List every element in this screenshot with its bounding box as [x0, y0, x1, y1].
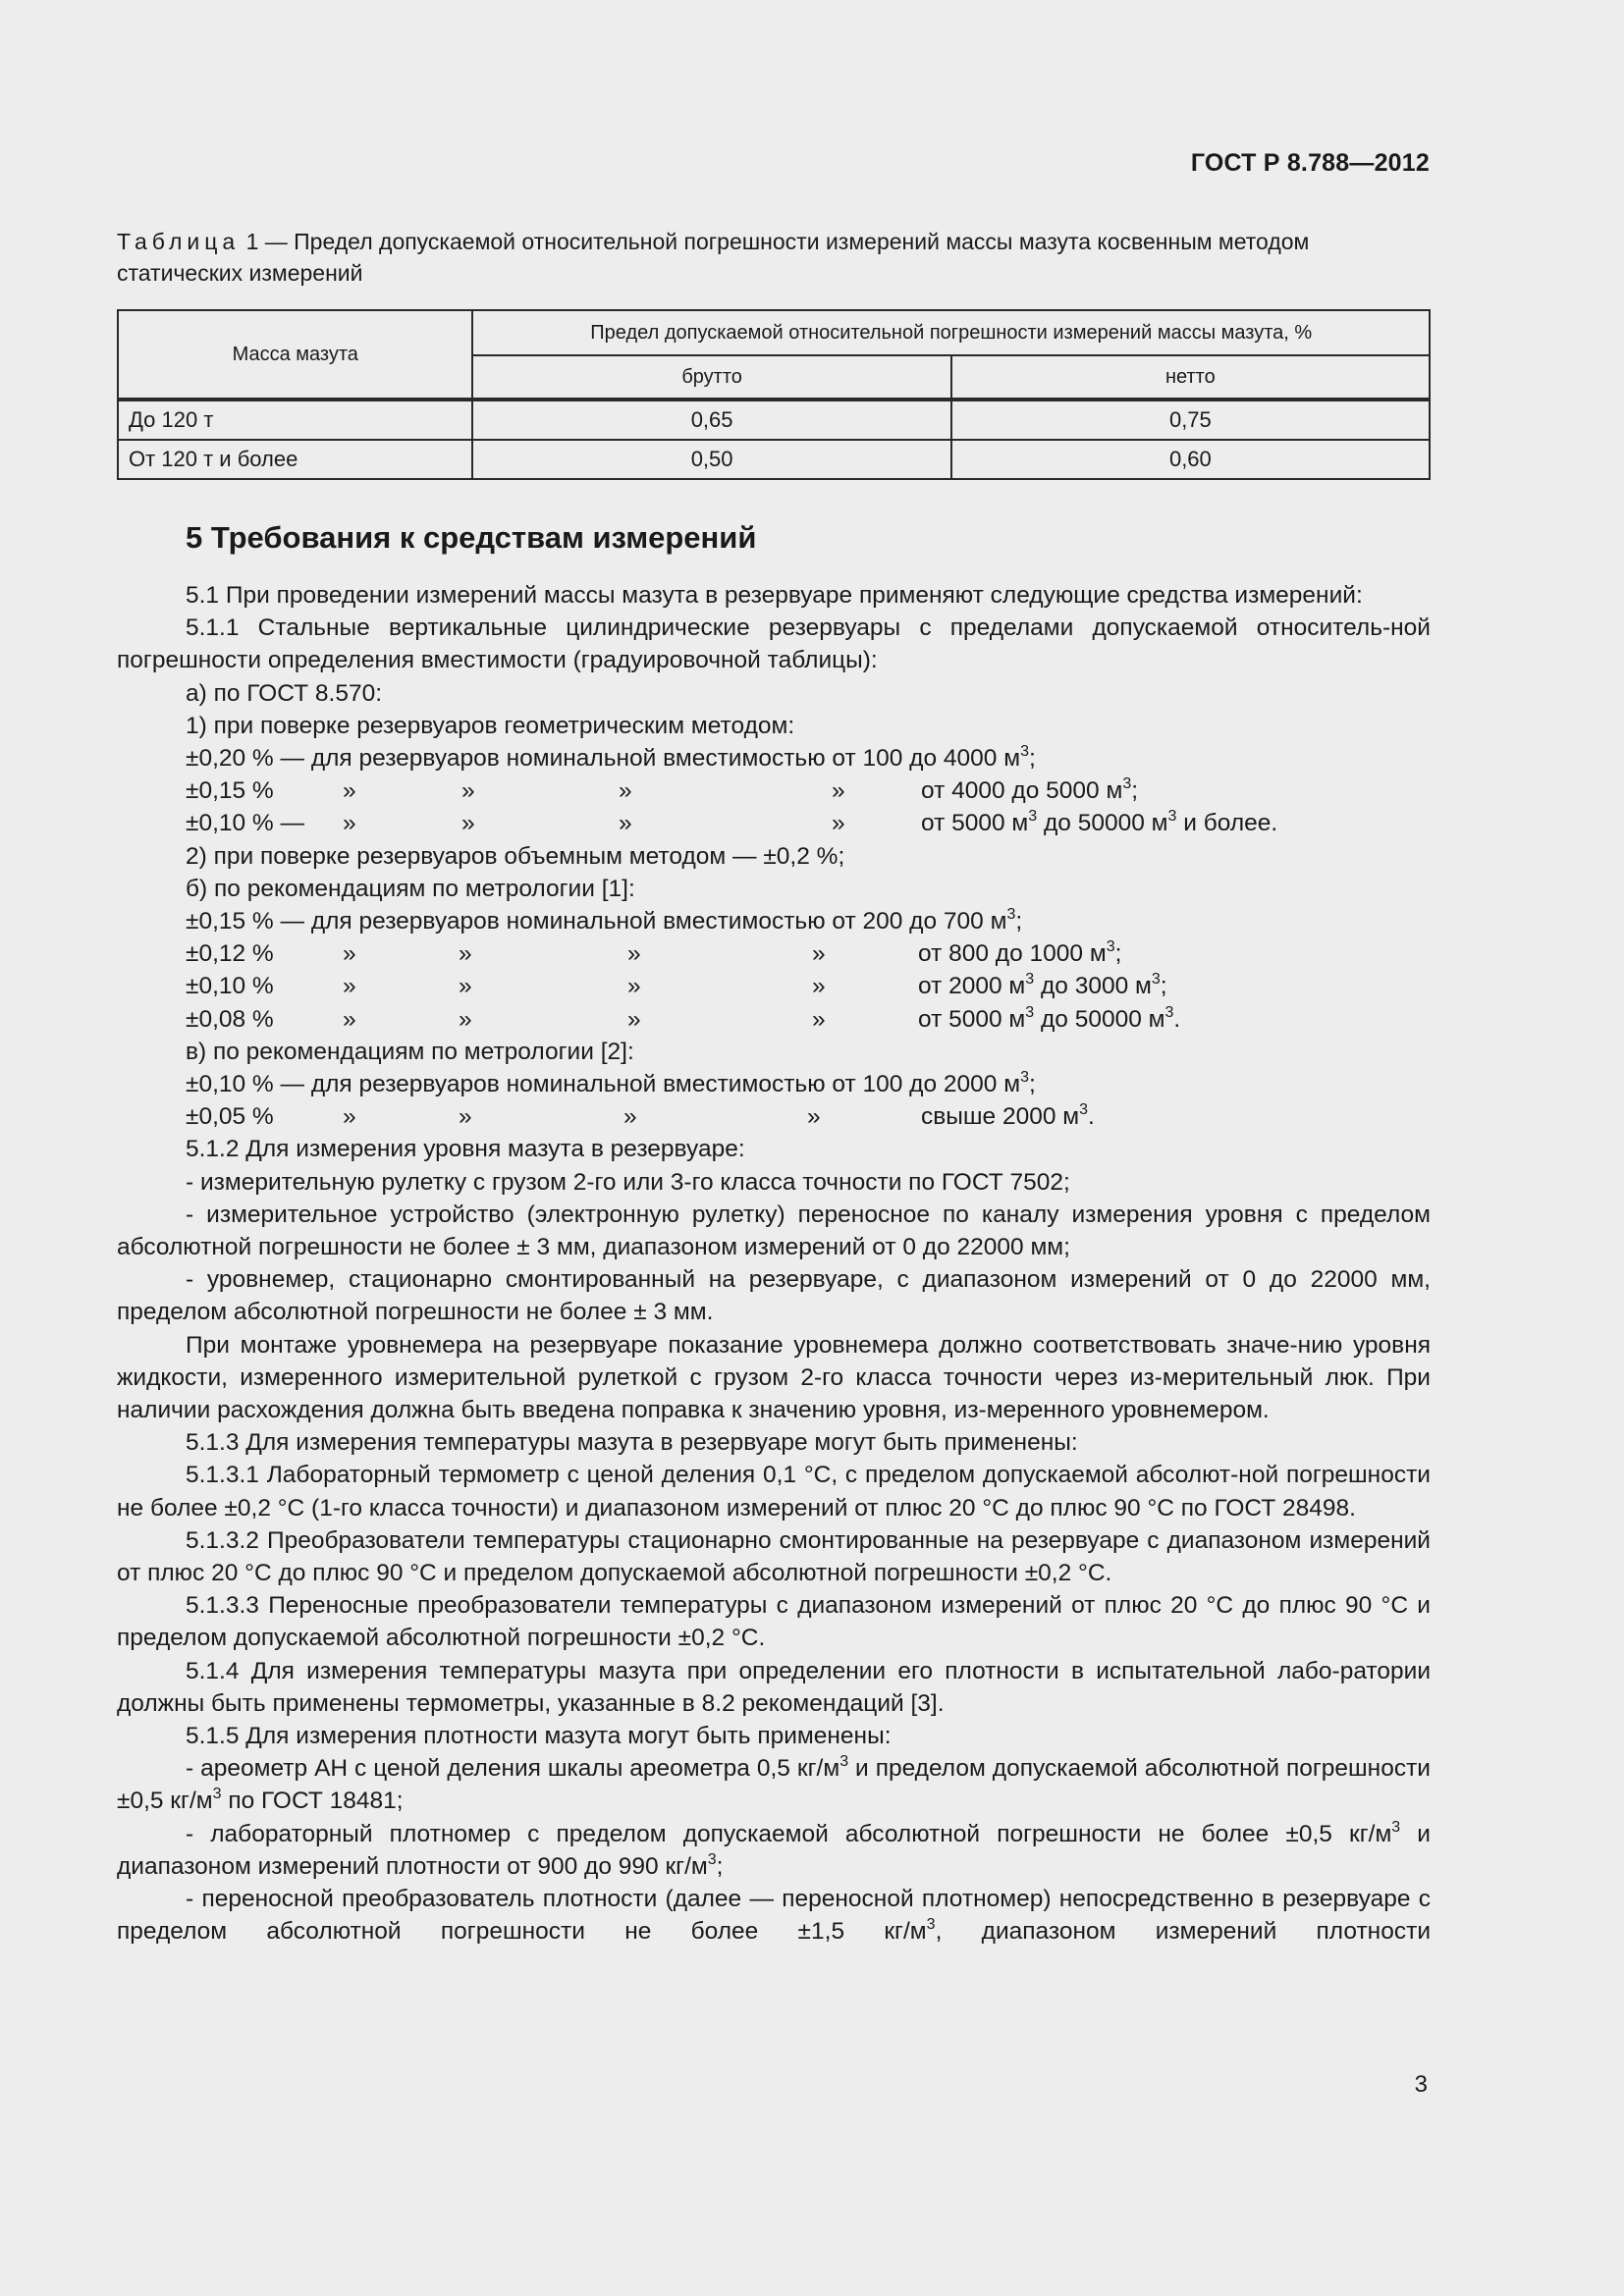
paragraph-5-1-3-3: 5.1.3.3 Переносные преобразователи температуры с диапазоном измерений от плюс 20 °С до плюс 90 °С и пределом допускаемой абсолютной погрешности ±0,2 °С. — [117, 1592, 1431, 1652]
list-item-a: а) по ГОСТ 8.570: — [186, 679, 383, 707]
punctuation: ; — [1028, 1070, 1036, 1097]
tolerance-percent: ±0,05 % — [186, 1103, 274, 1131]
tolerance-range-text: от 800 до 1000 м — [918, 940, 1107, 968]
ditto-mark: » — [623, 1103, 637, 1131]
list-item-b: б) по рекомендациям по метрологии [1]: — [186, 875, 635, 902]
section-title: 5 Требования к средствам измерений — [186, 520, 757, 555]
ditto-mark: » — [627, 973, 641, 1000]
tolerance-line — [117, 1100, 1431, 1133]
ditto-mark: » — [812, 1005, 826, 1033]
document-code: ГОСТ Р 8.788—2012 — [1190, 149, 1430, 177]
tolerance-range — [921, 1100, 1095, 1133]
tolerance-range — [921, 774, 1138, 807]
table-row — [118, 440, 1430, 479]
ditto-mark: » — [627, 1005, 641, 1033]
ditto-mark: » — [459, 1103, 472, 1131]
list-item-portable-densitometer — [117, 1883, 1431, 1948]
superscript: 3 — [1122, 775, 1132, 793]
tolerance-range — [918, 970, 1167, 1002]
tolerance-percent: ±0,10 % — — [186, 810, 305, 837]
tolerance-line — [117, 905, 1431, 937]
ditto-mark: » — [812, 940, 826, 968]
tolerance-percent: ±0,15 % — [186, 777, 274, 805]
ditto-mark: » — [343, 1005, 356, 1033]
superscript: 3 — [1028, 808, 1038, 826]
paragraph-5-1-4: 5.1.4 Для измерения температуры мазута при определении его плотности в испытательной лабо-ратории должны быть применены термометры, указанные в 8.2 рекомендаций [3]. — [117, 1657, 1431, 1717]
superscript: 3 — [1151, 971, 1161, 988]
table-header-mass: Масса мазута — [118, 310, 472, 400]
table-cell-gross: 0,65 — [472, 400, 950, 440]
punctuation: ; — [1015, 908, 1023, 934]
list-item-text: и диапазоном измерений плотности от 900 до 990 кг/м — [117, 1820, 1431, 1880]
tolerance-line — [117, 774, 1431, 807]
section-body — [117, 579, 1431, 1948]
tolerance-range-text: до 50000 м — [1034, 1005, 1165, 1033]
tolerance-line — [117, 937, 1431, 970]
ditto-mark: » — [343, 777, 356, 805]
punctuation: . — [1173, 1005, 1181, 1033]
tolerance-line — [117, 970, 1431, 1002]
ditto-mark: » — [619, 810, 632, 837]
list-item-a1: 1) при поверке резервуаров геометрическим методом: — [186, 712, 795, 739]
punctuation: . — [1088, 1103, 1095, 1131]
punctuation: ; — [1131, 777, 1139, 805]
tolerance-range-text: до 50000 м — [1037, 810, 1168, 837]
ditto-mark: » — [461, 810, 475, 837]
tolerance-line — [117, 1068, 1431, 1100]
tolerance-range-text: и более. — [1176, 810, 1278, 837]
table-cell-mass: До 120 т — [118, 400, 472, 440]
tolerance-line — [117, 807, 1431, 839]
paragraph-5-1-3-2: 5.1.3.2 Преобразователи температуры стационарно смонтированные на резервуаре с диапазоном измерений от плюс 20 °С до плюс 90 °С и пределом допускаемой абсолютной погрешности ±0,2 °С. — [117, 1526, 1431, 1586]
ditto-mark: » — [459, 940, 472, 968]
list-item-text: - переносной преобразователь плотности (далее — переносной плотномер) непосредственно в резервуаре с пределом абсолютной погрешности не более ±1,5 кг/м — [117, 1886, 1431, 1946]
ditto-mark: » — [812, 973, 826, 1000]
paragraph-mounting: При монтаже уровнемера на резервуаре показание уровнемера должно соответствовать значе-нию уровня жидкости, измеренного измерительной рулеткой с грузом 2-го класса точности через из-мерительный люк. При наличии расхождения должна быть введена поправка к значению уровня, из-меренного уровнемером. — [117, 1331, 1431, 1423]
page-number: 3 — [1414, 2071, 1428, 2098]
list-item-areometer — [117, 1752, 1431, 1817]
paragraph-5-1: 5.1 При проведении измерений массы мазута в резервуаре применяют следующие средства измерений: — [186, 582, 1363, 609]
tolerance-range-text: от 5000 м — [918, 1005, 1026, 1033]
ditto-mark: » — [459, 1005, 472, 1033]
ditto-mark: » — [459, 973, 472, 1000]
superscript: 3 — [1006, 906, 1016, 923]
superscript: 3 — [1391, 1818, 1401, 1836]
ditto-mark: » — [627, 940, 641, 968]
tolerance-text: ±0,20 % — для резервуаров номинальной вместимостью от 100 до 4000 м — [186, 745, 1021, 773]
tolerance-percent: ±0,08 % — [186, 1005, 274, 1033]
list-item-level-gauge: - уровнемер, стационарно смонтированный на резервуаре, с диапазоном измерений от 0 до 22000 мм, пределом абсолютной погрешности не более ± 3 мм. — [117, 1266, 1431, 1326]
ditto-mark: » — [343, 1103, 356, 1131]
table-header-gross: брутто — [472, 355, 950, 400]
ditto-mark: » — [619, 777, 632, 805]
superscript: 3 — [926, 1916, 936, 1934]
superscript: 3 — [1079, 1101, 1089, 1119]
list-item-tape: - измерительную рулетку с грузом 2-го или 3-го класса точности по ГОСТ 7502; — [186, 1168, 1070, 1196]
paragraph-5-1-2: 5.1.2 Для измерения уровня мазута в резервуаре: — [186, 1136, 745, 1163]
list-item-v: в) по рекомендациям по метрологии [2]: — [186, 1038, 634, 1065]
table-cell-net: 0,75 — [951, 400, 1430, 440]
tolerance-range-text: до 3000 м — [1034, 973, 1152, 1000]
punctuation: ; — [1028, 745, 1036, 773]
table-header-net: нетто — [951, 355, 1430, 400]
list-item-text: - ареометр АН с ценой деления шкалы ареометра 0,5 кг/м — [186, 1755, 840, 1783]
superscript: 3 — [1106, 938, 1115, 956]
paragraph-5-1-3-1: 5.1.3.1 Лабораторный термометр с ценой деления 0,1 °С, с пределом допускаемой абсолют-ной погрешности не более ±0,2 °С (1-го класса точности) и диапазоном измерений от плюс 20 °С до плюс 90 °С по ГОСТ 28498. — [117, 1462, 1431, 1522]
superscript: 3 — [1020, 743, 1029, 761]
paragraph-5-1-3: 5.1.3 Для измерения температуры мазута в резервуаре могут быть применены: — [186, 1429, 1078, 1457]
table-caption-lead: Таблица — [117, 229, 241, 254]
list-item-text: , диапазоном измерений плотности — [935, 1918, 1431, 1946]
ditto-mark: » — [832, 777, 845, 805]
ditto-mark: » — [343, 940, 356, 968]
table-cell-gross: 0,50 — [472, 440, 950, 479]
list-item-a2: 2) при поверке резервуаров объемным методом — ±0,2 %; — [186, 842, 845, 870]
punctuation: ; — [716, 1852, 724, 1880]
list-item-text: и пределом допускаемой абсолютной погрешности ±0,5 кг/м — [117, 1755, 1431, 1815]
list-item-device: - измерительное устройство (электронную рулетку) переносное по каналу измерения уровня с пределом абсолютной погрешности не более ± 3 мм, диапазоном измерений от 0 до 22000 мм; — [117, 1201, 1431, 1260]
superscript: 3 — [212, 1786, 222, 1803]
paragraph-5-1-1: 5.1.1 Стальные вертикальные цилиндрические резервуары с пределами допускаемой относитель-ной погрешности определения вместимости (градуировочной таблицы): — [117, 614, 1431, 674]
tolerance-range — [921, 807, 1277, 839]
tolerance-range — [918, 937, 1121, 970]
punctuation: ; — [1114, 940, 1122, 968]
tolerance-range-text: от 2000 м — [918, 973, 1026, 1000]
ditto-mark: » — [461, 777, 475, 805]
ditto-mark: » — [343, 810, 356, 837]
tolerance-range-text: от 4000 до 5000 м — [921, 777, 1123, 805]
table-caption — [117, 226, 1431, 289]
superscript: 3 — [1020, 1068, 1029, 1086]
table-caption-text: 1 — Предел допускаемой относительной погрешности измерений массы мазута косвенным методом статических измерений — [117, 229, 1310, 286]
tolerance-text: ±0,10 % — для резервуаров номинальной вместимостью от 100 до 2000 м — [186, 1070, 1021, 1097]
ditto-mark: » — [832, 810, 845, 837]
tolerance-line — [117, 742, 1431, 774]
error-limits-table — [117, 309, 1431, 480]
tolerance-percent: ±0,10 % — [186, 973, 274, 1000]
tolerance-text: ±0,15 % — для резервуаров номинальной вместимостью от 200 до 700 м — [186, 908, 1007, 934]
table-cell-net: 0,60 — [951, 440, 1430, 479]
tolerance-line — [117, 1003, 1431, 1036]
tolerance-range — [918, 1003, 1180, 1036]
punctuation: ; — [1160, 973, 1167, 1000]
tolerance-range-text: от 5000 м — [921, 810, 1029, 837]
superscript: 3 — [1164, 1003, 1174, 1021]
superscript: 3 — [1025, 1003, 1035, 1021]
paragraph-5-1-5: 5.1.5 Для измерения плотности мазута могут быть применены: — [186, 1723, 892, 1750]
list-item-lab-densitometer — [117, 1818, 1431, 1883]
superscript: 3 — [1167, 808, 1177, 826]
superscript: 3 — [839, 1753, 849, 1771]
list-item-text: по ГОСТ 18481; — [221, 1788, 404, 1815]
superscript: 3 — [707, 1850, 717, 1868]
table-row — [118, 400, 1430, 440]
tolerance-percent: ±0,12 % — [186, 940, 274, 968]
table-cell-mass: От 120 т и более — [118, 440, 472, 479]
ditto-mark: » — [807, 1103, 821, 1131]
table-header-limit: Предел допускаемой относительной погрешности измерений массы мазута, % — [472, 310, 1430, 355]
tolerance-range-text: свыше 2000 м — [921, 1103, 1080, 1131]
list-item-text: - лабораторный плотномер с пределом допускаемой абсолютной погрешности не более ±0,5 кг/м — [186, 1820, 1392, 1847]
superscript: 3 — [1025, 971, 1035, 988]
ditto-mark: » — [343, 973, 356, 1000]
